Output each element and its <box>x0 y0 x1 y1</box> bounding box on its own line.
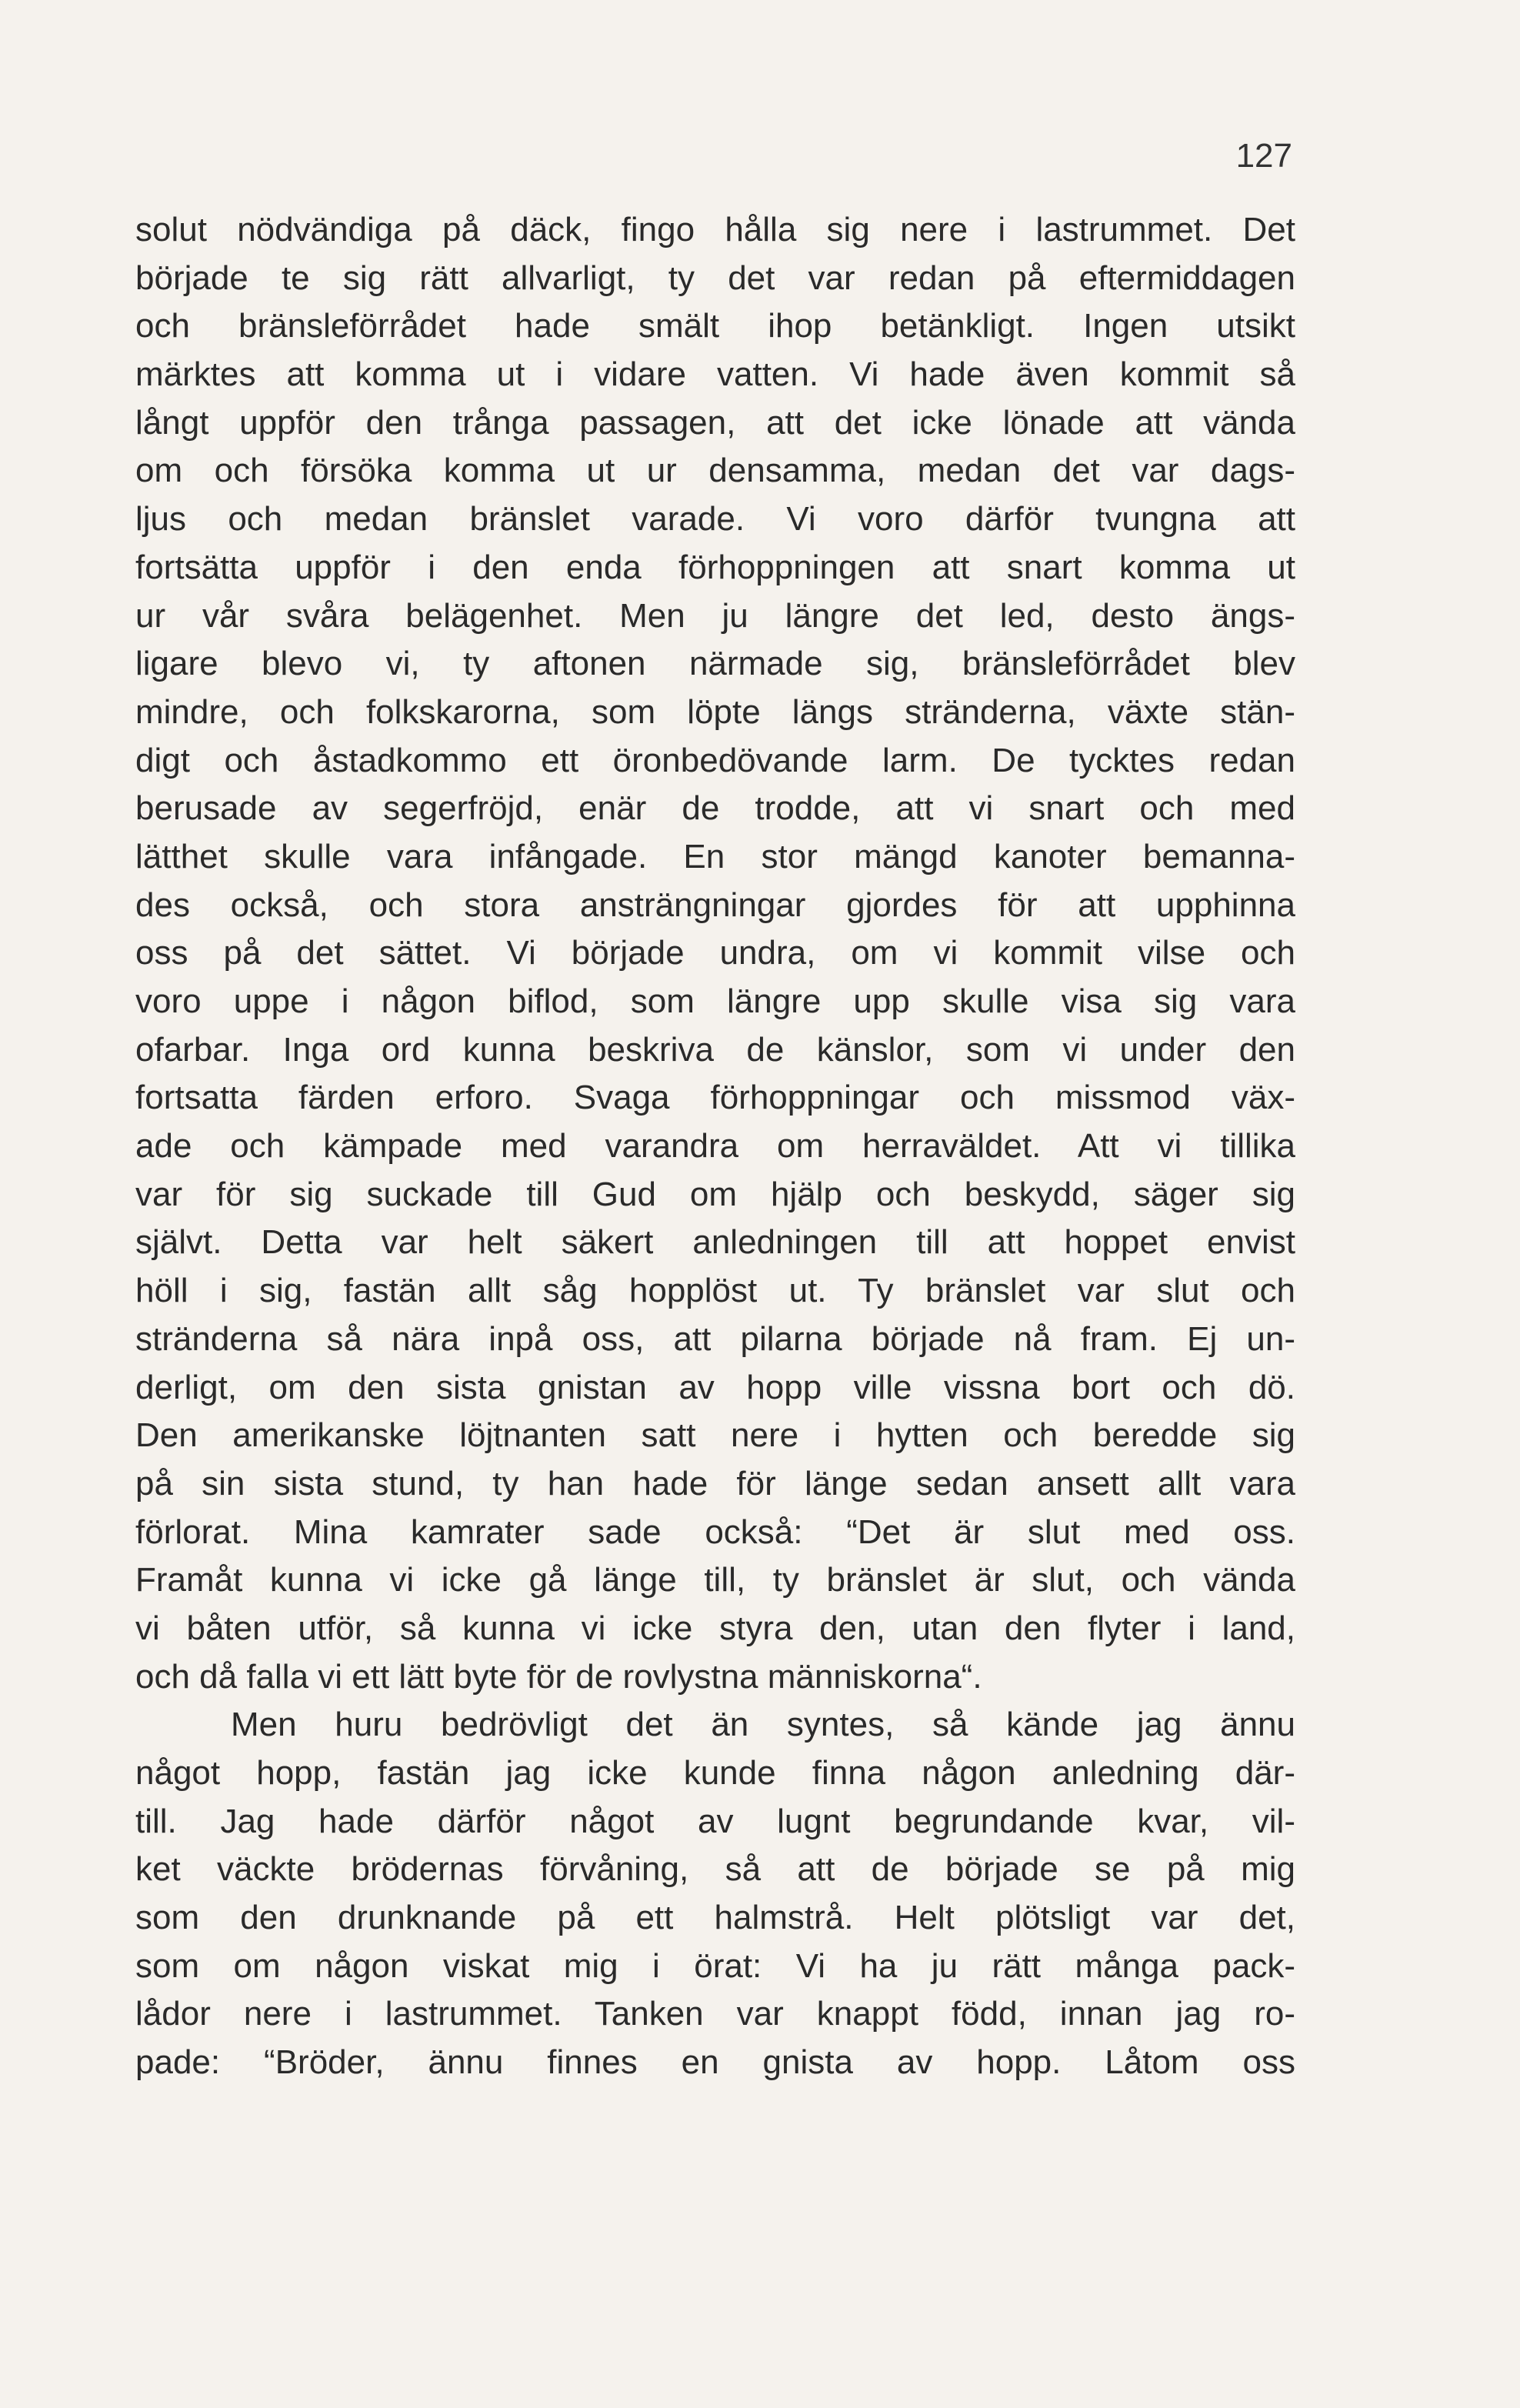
text-line: på sin sista stund, ty han hade för länge sedan ansett allt vara <box>135 1464 1295 1502</box>
text-line: självt. Detta var helt säkert anledningen till att hoppet envist <box>135 1223 1295 1262</box>
text-line: något hopp, fastän jag icke kunde finna någon anledning där- <box>135 1754 1295 1792</box>
text-line: höll i sig, fastän allt såg hopplöst ut. Ty bränslet var slut och <box>135 1272 1295 1310</box>
paragraph <box>135 206 1295 1701</box>
text-line: långt uppför den trånga passagen, att det icke lönade att vända <box>135 403 1295 442</box>
text-line: märktes att komma ut i vidare vatten. Vi hade även kommit så <box>135 355 1295 394</box>
text-line: till. Jag hade därför något av lugnt begrundande kvar, vil- <box>135 1802 1295 1840</box>
text-line: derligt, om den sista gnistan av hopp ville vissna bort och dö. <box>135 1368 1295 1406</box>
text-line: Framåt kunna vi icke gå länge till, ty bränslet är slut, och vända <box>135 1561 1295 1599</box>
text-line: lätthet skulle vara infångade. En stor mängd kanoter bemanna- <box>135 837 1295 875</box>
text-line: var för sig suckade till Gud om hjälp och beskydd, säger sig <box>135 1175 1295 1213</box>
text-line: och då falla vi ett lätt byte för de rovlystna människorna“. <box>135 1657 982 1696</box>
text-line: vi båten utför, så kunna vi icke styra den, utan den flyter i land, <box>135 1609 1295 1647</box>
text-line: om och försöka komma ut ur densamma, medan det var dags- <box>135 452 1295 490</box>
text-line: Men huru bedrövligt det än syntes, så kände jag ännu <box>231 1706 1295 1744</box>
text-line: började te sig rätt allvarligt, ty det var redan på eftermiddagen <box>135 258 1295 297</box>
text-line: lådor nere i lastrummet. Tanken var knappt född, innan jag ro- <box>135 1995 1295 2033</box>
paragraph <box>135 1701 1295 2087</box>
text-line: ur vår svåra belägenhet. Men ju längre det led, desto ängs- <box>135 596 1295 635</box>
text-line: digt och åstadkommo ett öronbedövande larm. De tycktes redan <box>135 741 1295 779</box>
text-line: ligare blevo vi, ty aftonen närmade sig, bränsleförrådet blev <box>135 645 1295 683</box>
text-line: ofarbar. Inga ord kunna beskriva de känslor, som vi under den <box>135 1030 1295 1069</box>
text-line: som om någon viskat mig i örat: Vi ha ju rätt många pack- <box>135 1946 1295 1985</box>
text-line: oss på det sättet. Vi började undra, om vi kommit vilse och <box>135 934 1295 972</box>
text-line: solut nödvändiga på däck, fingo hålla sig nere i lastrummet. Det <box>135 211 1295 248</box>
text-line: ljus och medan bränslet varade. Vi voro därför tvungna att <box>135 500 1295 539</box>
text-line: voro uppe i någon biflod, som längre upp skulle visa sig vara <box>135 982 1295 1020</box>
text-line: fortsätta uppför i den enda förhoppningen att snart komma ut <box>135 548 1295 586</box>
text-line: berusade av segerfröjd, enär de trodde, att vi snart och med <box>135 789 1295 828</box>
body-text <box>135 206 1295 2087</box>
text-line: fortsatta färden erforo. Svaga förhoppningar och missmod väx- <box>135 1079 1295 1117</box>
text-line: ket väckte brödernas förvåning, så att de började se på mig <box>135 1850 1295 1889</box>
page-number: 127 <box>1235 137 1292 175</box>
text-line: Den amerikanske löjtnanten satt nere i hytten och beredde sig <box>135 1416 1295 1455</box>
text-line: stränderna så nära inpå oss, att pilarna började nå fram. Ej un- <box>135 1319 1295 1358</box>
text-line: ade och kämpade med varandra om herraväldet. Att vi tillika <box>135 1127 1295 1166</box>
text-line: pade: “Bröder, ännu finnes en gnista av hopp. Låtom oss <box>135 2043 1295 2082</box>
text-line: förlorat. Mina kamrater sade också: “Det är slut med oss. <box>135 1513 1295 1551</box>
text-line: mindre, och folkskarorna, som löpte längs stränderna, växte stän- <box>135 692 1295 731</box>
text-line: och bränsleförrådet hade smält ihop betänkligt. Ingen utsikt <box>135 307 1295 345</box>
text-line: som den drunknande på ett halmstrå. Helt plötsligt var det, <box>135 1899 1295 1937</box>
text-line: des också, och stora ansträngningar gjordes för att upphinna <box>135 885 1295 924</box>
